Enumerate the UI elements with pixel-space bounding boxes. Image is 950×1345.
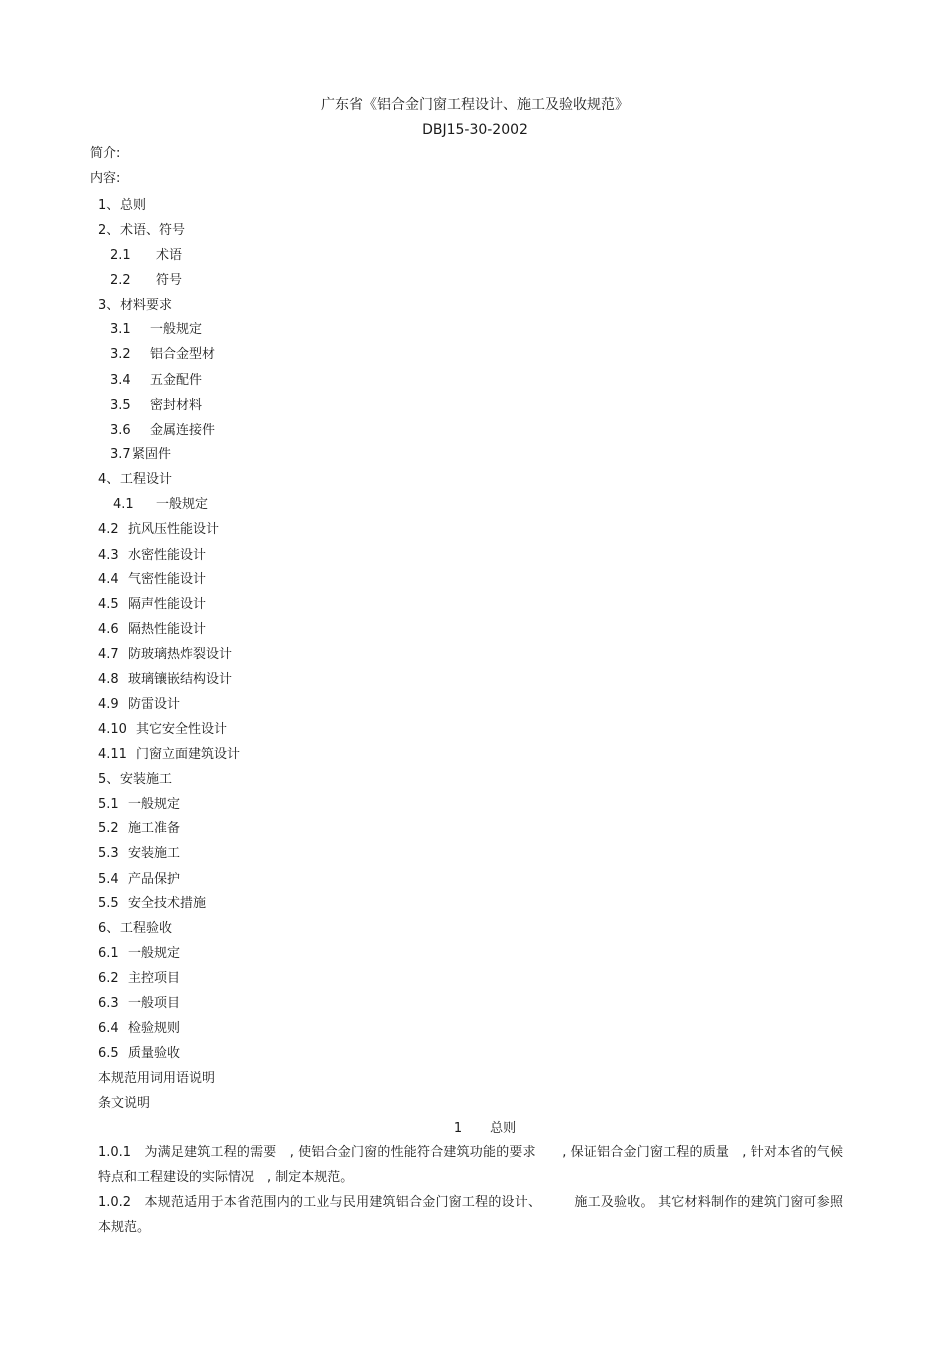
toc-item-label: 检验规则: [128, 1021, 181, 1036]
toc-item-label: 防雷设计: [128, 697, 181, 712]
section-heading: [0, 1117, 950, 1136]
toc-item-label: 水密性能设计: [128, 548, 207, 563]
toc-item-number: 5.3: [98, 846, 119, 861]
toc-item-label: 质量验收: [128, 1046, 181, 1061]
toc-item-label: 总则: [120, 198, 147, 213]
toc-item-label: 气密性能设计: [128, 572, 207, 587]
toc-item-label: 隔热性能设计: [128, 622, 207, 637]
toc-item-number: 4.8: [98, 672, 119, 687]
document-code: DBJ15-30-2002: [422, 122, 528, 138]
toc-item-label: 防玻璃热炸裂设计: [128, 647, 233, 662]
toc-item-number: 6.5: [98, 1046, 119, 1061]
toc-item-label: 材料要求: [120, 298, 173, 313]
toc-item-number: 3.1: [110, 322, 131, 337]
toc-item-label: 其它安全性设计: [136, 722, 228, 737]
section-number: 1: [453, 1121, 463, 1136]
toc-item-label: 产品保护: [128, 872, 181, 887]
toc-item-number: 4.2: [98, 522, 119, 537]
section-title: 总则: [490, 1121, 517, 1136]
clause-number: 1.0.1: [98, 1145, 132, 1160]
toc-item-label: 一般规定: [128, 797, 181, 812]
toc-item-label: 紧固件: [132, 447, 172, 462]
toc-item-number: 5.4: [98, 872, 119, 887]
toc-item-number: 4.4: [98, 572, 119, 587]
toc-item-label: 工程设计: [120, 472, 173, 487]
toc-item-number: 4.9: [98, 697, 119, 712]
toc-item-number: 4.3: [98, 548, 119, 563]
toc-item-number: 3.2: [110, 347, 131, 362]
toc-item-number: 6.2: [98, 971, 119, 986]
toc-item-number: 5.1: [98, 797, 119, 812]
toc-item-label: 术语、符号: [120, 223, 186, 238]
toc-item-label: 一般规定: [128, 946, 181, 961]
toc-item-number: 2.2: [110, 273, 131, 288]
clause-text: 本规范适用于本省范围内的工业与民用建筑铝合金门窗工程的设计、 施工及验收。 其它材料制作的建筑门窗可参照本规范。: [98, 1195, 843, 1235]
toc-item-label: 铝合金型材: [150, 347, 216, 362]
toc-item-label: 五金配件: [150, 373, 203, 388]
clause-number: 1.0.2: [98, 1195, 132, 1210]
intro-label: 简介:: [90, 146, 121, 161]
toc-item-label: 术语: [156, 248, 183, 263]
clause-text: 为满足建筑工程的需要 , 使铝合金门窗的性能符合建筑功能的要求 , 保证铝合金门窗工程的质量 , 针对本省的气候特点和工程建设的实际情况 , 制定本规范。: [98, 1145, 843, 1185]
toc-item-number: 5.5: [98, 896, 119, 911]
toc-item-number: 3.5: [110, 398, 131, 413]
toc-item-number: 4.5: [98, 597, 119, 612]
toc-item-label: 安装施工: [128, 846, 181, 861]
toc-item-number: 4、: [98, 472, 120, 487]
toc-item-label: 工程验收: [120, 921, 173, 936]
clause-paragraph: [98, 1140, 843, 1190]
toc-item-label: 一般项目: [128, 996, 181, 1011]
article-notes-item: 条文说明: [98, 1096, 151, 1111]
toc-item-number: 6.3: [98, 996, 119, 1011]
document-title: 广东省《铝合金门窗工程设计、施工及验收规范》: [321, 97, 629, 113]
toc-item-label: 安全技术措施: [128, 896, 207, 911]
toc-item-label: 金属连接件: [150, 423, 216, 438]
toc-item-number: 3.7: [110, 447, 131, 462]
toc-item-number: 6.1: [98, 946, 119, 961]
toc-item-label: 符号: [156, 273, 183, 288]
toc-item-label: 密封材料: [150, 398, 203, 413]
toc-item-label: 施工准备: [128, 821, 181, 836]
toc-item-number: 2、: [98, 223, 120, 238]
toc-item-number: 3、: [98, 298, 120, 313]
toc-item-label: 安装施工: [120, 772, 173, 787]
toc-item-number: 5、: [98, 772, 120, 787]
toc-item-number: 2.1: [110, 248, 131, 263]
toc-item-label: 抗风压性能设计: [128, 522, 220, 537]
toc-item-number: 4.10: [98, 722, 127, 737]
toc-item-number: 3.6: [110, 423, 131, 438]
toc-item-label: 一般规定: [150, 322, 203, 337]
toc-item-number: 3.4: [110, 373, 131, 388]
toc-item-number: 5.2: [98, 821, 119, 836]
toc-item-number: 6.4: [98, 1021, 119, 1036]
toc-item-label: 门窗立面建筑设计: [136, 747, 241, 762]
content-label: 内容:: [90, 171, 121, 186]
toc-item-number: 1、: [98, 198, 120, 213]
terms-explanation-item: 本规范用词用语说明: [98, 1071, 216, 1086]
toc-item-label: 一般规定: [156, 497, 209, 512]
toc-item-number: 4.11: [98, 747, 127, 762]
toc-item-label: 主控项目: [128, 971, 181, 986]
toc-item-number: 6、: [98, 921, 120, 936]
toc-item-number: 4.7: [98, 647, 119, 662]
toc-item-number: 4.1: [113, 497, 134, 512]
toc-item-number: 4.6: [98, 622, 119, 637]
clause-paragraph: [98, 1190, 843, 1240]
toc-item-label: 玻璃镶嵌结构设计: [128, 672, 233, 687]
toc-item-label: 隔声性能设计: [128, 597, 207, 612]
